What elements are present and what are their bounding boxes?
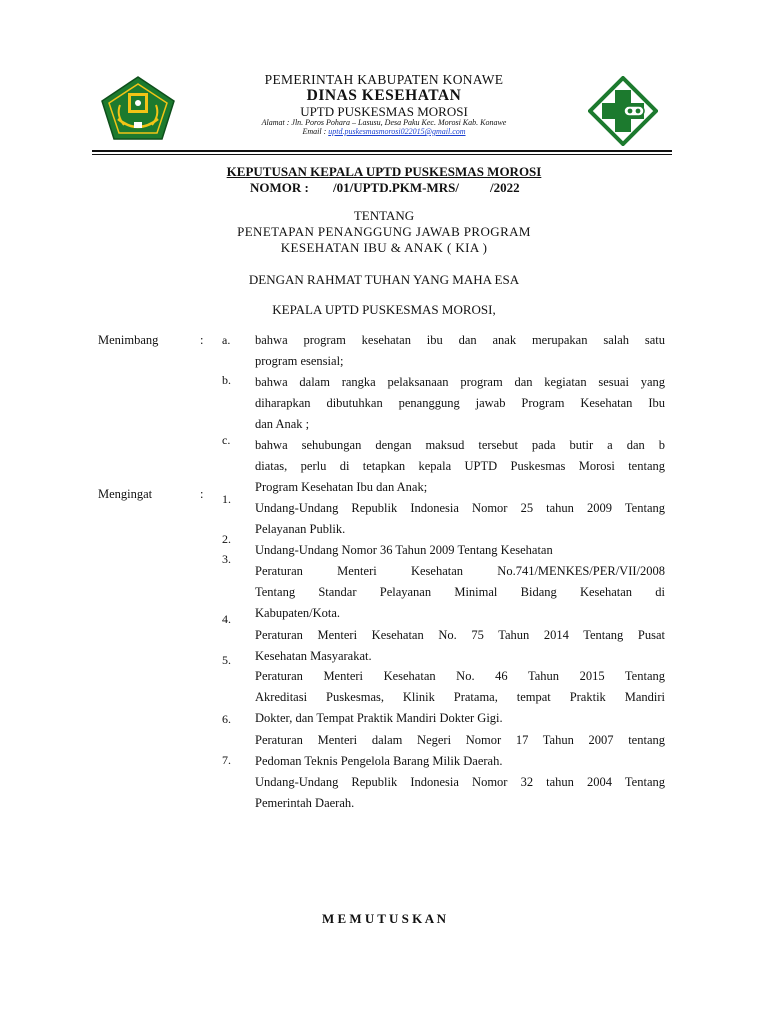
mengingat-line-14: Undang-Undang Republik Indonesia Nomor 32 tahun 2004 Tentang	[255, 775, 665, 789]
mengingat-mark-4: 4.	[222, 612, 231, 626]
mengingat-mark-3: 3.	[222, 552, 231, 566]
mengingat-line-3: Undang-Undang Nomor 36 Tahun 2009 Tentang Kesehatan	[255, 543, 553, 557]
letterhead-rule-thick	[92, 150, 672, 152]
mengingat-mark-1: 1.	[222, 492, 231, 506]
email-link[interactable]: uptd.puskesmasmorosi022015@gmail.com	[328, 127, 466, 136]
decree-number-label: NOMOR :	[250, 180, 309, 195]
email-label: Email :	[302, 127, 329, 136]
menimbang-b-line-1: bahwa dalam rangka pelaksanaan program dan kegiatan sesuai yang	[255, 375, 665, 389]
mengingat-mark-6: 6.	[222, 712, 231, 726]
mengingat-line-10: Akreditasi Puskesmas, Klinik Pratama, tempat Praktik Mandiri	[255, 690, 665, 704]
menimbang-colon: :	[200, 333, 204, 347]
mengingat-mark-5: 5.	[222, 653, 231, 667]
mengingat-line-1: Undang-Undang Republik Indonesia Nomor 25 tahun 2009 Tentang	[255, 501, 665, 515]
subject-line-2: KESEHATAN IBU & ANAK ( KIA )	[280, 240, 488, 255]
letterhead-email-line	[0, 127, 768, 136]
menimbang-c-line-1: bahwa sehubungan dengan maksud tersebut pada butir a dan b	[255, 438, 665, 452]
menimbang-b-line-3: dan Anak ;	[255, 417, 310, 431]
menimbang-mark-a: a.	[222, 333, 231, 347]
menimbang-c-line-3: Program Kesehatan Ibu dan Anak;	[255, 480, 428, 494]
mengingat-line-7: Peraturan Menteri Kesehatan No. 75 Tahun 2014 Tentang Pusat	[255, 628, 665, 642]
mengingat-line-8: Kesehatan Masyarakat.	[255, 649, 372, 663]
subject-line-1: PENETAPAN PENANGGUNG JAWAB PROGRAM	[237, 224, 531, 239]
mengingat-mark-7: 7.	[222, 753, 231, 767]
mengingat-colon: :	[200, 487, 204, 501]
mengingat-line-15: Pemerintah Daerah.	[255, 796, 355, 810]
menimbang-b-line-2: diharapkan dibutuhkan penanggung jawab Program Kesehatan Ibu	[255, 396, 665, 410]
mengingat-label: Mengingat	[98, 487, 153, 501]
menimbang-a-line-2: program esensial;	[255, 354, 344, 368]
blessing-line: DENGAN RAHMAT TUHAN YANG MAHA ESA	[248, 272, 520, 287]
letterhead-government: PEMERINTAH KABUPATEN KONAWE	[264, 72, 504, 87]
mengingat-line-12: Peraturan Menteri dalam Negeri Nomor 17 Tahun 2007 tentang	[255, 733, 665, 747]
decree-number-year: /2022	[490, 180, 520, 195]
decree-title: KEPUTUSAN KEPALA UPTD PUSKESMAS MOROSI	[226, 164, 542, 179]
head-line: KEPALA UPTD PUSKESMAS MOROSI,	[272, 302, 496, 317]
mengingat-line-5: Tentang Standar Pelayanan Minimal Bidang Kesehatan di	[255, 585, 665, 599]
menimbang-mark-b: b.	[222, 373, 231, 387]
letterhead-unit: UPTD PUSKESMAS MOROSI	[300, 104, 468, 119]
mengingat-mark-2: 2.	[222, 532, 231, 546]
menimbang-label: Menimbang	[98, 333, 159, 347]
letterhead-address: Alamat : Jln. Poros Pohara – Lasusu, Desa Paku Kec. Morosi Kab. Konawe	[261, 118, 507, 127]
about-heading: TENTANG	[353, 208, 415, 223]
mengingat-line-2: Pelayanan Publik.	[255, 522, 346, 536]
decree-number-value: /01/UPTD.PKM-MRS/	[333, 180, 460, 195]
menimbang-c-line-2: diatas, perlu di tetapkan kepala UPTD Puskesmas Morosi tentang	[255, 459, 665, 473]
menimbang-mark-c: c.	[222, 433, 231, 447]
mengingat-line-13: Pedoman Teknis Pengelola Barang Milik Daerah.	[255, 754, 503, 768]
mengingat-line-6: Kabupaten/Kota.	[255, 606, 341, 620]
menimbang-a-line-1: bahwa program kesehatan ibu dan anak merupakan salah satu	[255, 333, 665, 347]
letterhead-agency: DINAS KESEHATAN	[306, 87, 462, 104]
mengingat-line-4: Peraturan Menteri Kesehatan No.741/MENKES/PER/VII/2008	[255, 564, 665, 578]
letterhead-rule-thin	[92, 154, 672, 155]
mengingat-line-11: Dokter, dan Tempat Praktik Mandiri Dokter Gigi.	[255, 711, 503, 725]
decision-heading: M E M U T U S K A N	[321, 911, 447, 926]
mengingat-line-9: Peraturan Menteri Kesehatan No. 46 Tahun 2015 Tentang	[255, 669, 665, 683]
